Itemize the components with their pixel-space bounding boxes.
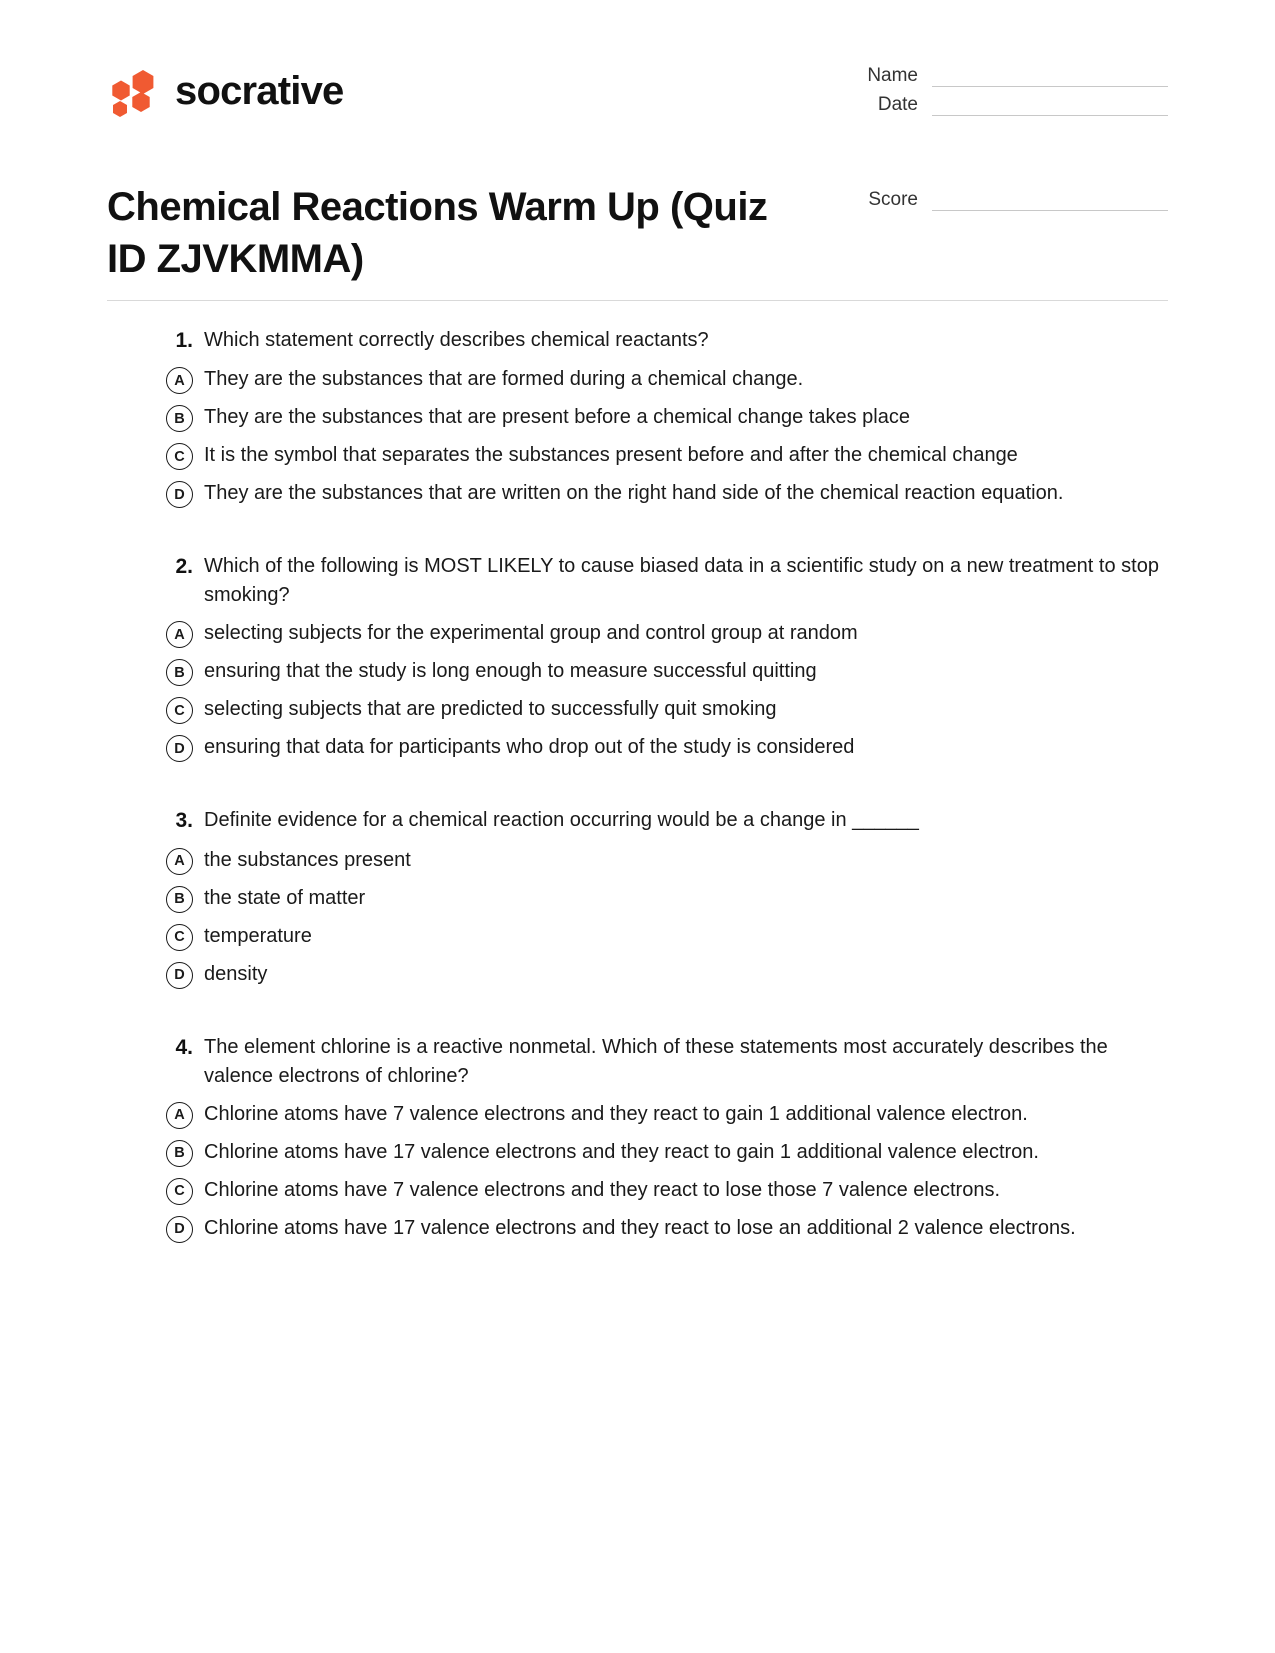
question-text: Which of the following is MOST LIKELY to cause biased data in a scientific study on a new treatment to stop smoking? [204, 555, 1159, 607]
name-label: Name [867, 65, 918, 86]
answer-option[interactable] [107, 960, 1168, 989]
brand-wordmark: socrative [175, 69, 344, 113]
name-field-row [828, 58, 1168, 87]
option-text: Chlorine atoms have 7 valence electrons and they react to lose those 7 valence electrons. [204, 1178, 1001, 1201]
question-text: Definite evidence for a chemical reaction occurring would be a change in ______ [204, 809, 919, 832]
date-input-line[interactable] [932, 93, 1168, 116]
option-text: It is the symbol that separates the substances present before and after the chemical change [204, 444, 1018, 467]
answer-option[interactable] [107, 657, 1168, 686]
question-number: 3. [175, 809, 193, 833]
option-bubble-a[interactable]: A [166, 1102, 193, 1129]
question-header [107, 326, 1168, 356]
option-bubble-d[interactable]: D [166, 962, 193, 989]
option-bubble-b[interactable]: B [166, 405, 193, 432]
option-bubble-a[interactable]: A [166, 621, 193, 648]
question-item [107, 806, 1168, 988]
score-label: Score [868, 189, 918, 210]
question-number: 1. [175, 329, 193, 352]
student-meta-block [828, 58, 1168, 211]
answer-option[interactable] [107, 733, 1168, 762]
answer-option[interactable] [107, 846, 1168, 875]
answer-option[interactable] [107, 441, 1168, 470]
page-title: Chemical Reactions Warm Up (Quiz ID ZJVKMMA) [107, 184, 768, 281]
option-text: Chlorine atoms have 17 valence electrons and they react to lose an additional 2 valence electrons. [204, 1216, 1076, 1239]
option-text: the substances present [204, 848, 411, 871]
answer-option[interactable] [107, 1138, 1168, 1167]
question-item [107, 552, 1168, 762]
option-bubble-a[interactable]: A [166, 848, 193, 875]
question-item [107, 326, 1168, 508]
option-bubble-b[interactable]: B [166, 886, 193, 913]
date-field-row [828, 87, 1168, 116]
option-text: They are the substances that are formed during a chemical change. [204, 368, 804, 391]
answer-option[interactable] [107, 922, 1168, 951]
option-text: the state of matter [204, 886, 366, 909]
answer-option[interactable] [107, 479, 1168, 508]
option-text: temperature [204, 924, 312, 947]
name-input-line[interactable] [932, 64, 1168, 87]
page-header [107, 58, 1168, 281]
question-header [107, 552, 1168, 610]
header-divider [107, 300, 1168, 301]
answer-option[interactable] [107, 619, 1168, 648]
option-text: Chlorine atoms have 7 valence electrons and they react to gain 1 additional valence electron. [204, 1102, 1028, 1125]
question-header [107, 1033, 1168, 1091]
option-bubble-d[interactable]: D [166, 481, 193, 508]
answer-option[interactable] [107, 1176, 1168, 1205]
option-bubble-c[interactable]: C [166, 697, 193, 724]
option-text: density [204, 962, 268, 985]
option-text: selecting subjects for the experimental group and control group at random [204, 622, 858, 645]
option-bubble-c[interactable]: C [166, 924, 193, 951]
option-bubble-d[interactable]: D [166, 735, 193, 762]
option-bubble-c[interactable]: C [166, 443, 193, 470]
answer-option[interactable] [107, 403, 1168, 432]
question-item [107, 1033, 1168, 1243]
score-field-row [828, 182, 1168, 211]
question-number: 2. [175, 555, 193, 579]
score-input-line[interactable] [932, 188, 1168, 211]
date-label: Date [877, 94, 918, 115]
option-bubble-c[interactable]: C [166, 1178, 193, 1205]
option-text: selecting subjects that are predicted to successfully quit smoking [204, 698, 777, 721]
question-number: 4. [175, 1035, 193, 1059]
socrative-brand [107, 66, 343, 118]
question-header [107, 806, 1168, 836]
answer-option[interactable] [107, 1214, 1168, 1243]
option-text: They are the substances that are present before a chemical change takes place [204, 406, 910, 429]
answer-option[interactable] [107, 884, 1168, 913]
option-bubble-b[interactable]: B [166, 659, 193, 686]
answer-option[interactable] [107, 1100, 1168, 1129]
option-text: ensuring that the study is long enough to measure successful quitting [204, 660, 817, 683]
option-bubble-d[interactable]: D [166, 1216, 193, 1243]
option-text: ensuring that data for participants who drop out of the study is considered [204, 736, 855, 759]
option-text: They are the substances that are written on the right hand side of the chemical reaction equation. [204, 482, 1064, 505]
answer-option[interactable] [107, 365, 1168, 394]
answer-option[interactable] [107, 695, 1168, 724]
socrative-logo-icon [107, 66, 159, 118]
question-text: The element chlorine is a reactive nonmetal. Which of these statements most accurately describes the valence electrons of chlorine? [204, 1035, 1108, 1087]
option-bubble-a[interactable]: A [166, 367, 193, 394]
option-text: Chlorine atoms have 17 valence electrons and they react to gain 1 additional valence electron. [204, 1140, 1039, 1163]
question-list [107, 326, 1168, 1243]
question-text: Which statement correctly describes chemical reactants? [204, 329, 709, 351]
option-bubble-b[interactable]: B [166, 1140, 193, 1167]
